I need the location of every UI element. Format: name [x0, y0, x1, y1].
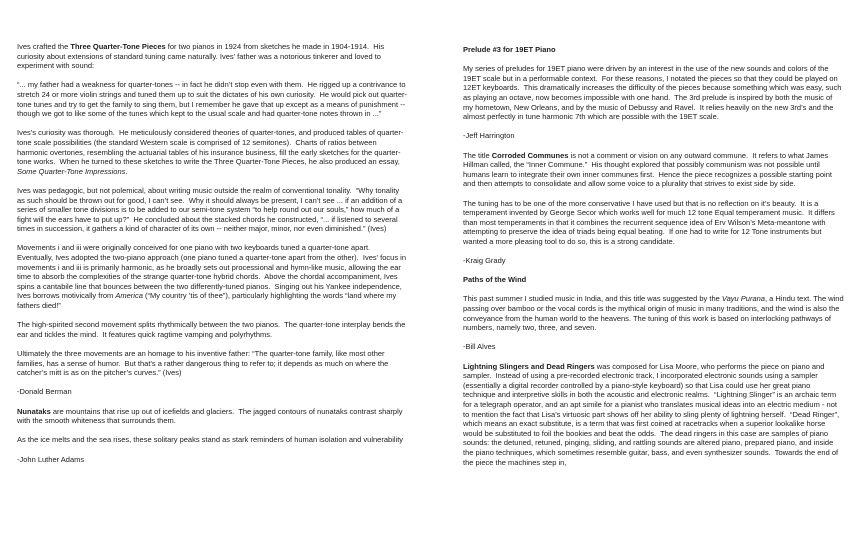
text-run: .: [125, 166, 128, 176]
left-column: [17, 42, 409, 474]
italic-run: Vayu Purana: [721, 294, 765, 304]
text-run: My series of preludes for 19ET piano were driven by an interest in the use of the new sounds and colors of the 19ET scale but in a performable context. For these reasons, I notated the pieces so that they could be played on 12ET keyboards. This dramatically increases the difficulty of the pieces because something which was easy, such as playing an octave, now becomes impossible with one hand. The 3rd prelude is inspired by both the music of my hometown, New Orleans, and by the music of Debussy and Ravel. It relies heavily on the new 3rd’s and the almost perfectly in tune harmonic 7th which are possible with the 19ET scale.: [463, 64, 844, 122]
text-run: “... my father had a weakness for quarter-tones -- in fact he didn’t stop even with them. He rigged up a contrivance to stretch 24 or more violin strings and tuned them up to suit the dictates of his own curiosity. He would pick out quarter-tone tunes and try to get the family to sing them, but I remember he gave that up except as a means of punishment -- though we got to like some of the tunes which kept to the usual scale and had quarter-tone notes thrown in ...”: [17, 80, 408, 119]
text-run: (“My country ’tis of thee”), particularly highlighting the words “land where my fathers died!”: [17, 291, 399, 311]
text-run: are mountains that rise up out of icefields and glaciers. The jagged contours of nunataks contrast sharply with the smooth whiteness that surrounds them.: [17, 406, 405, 426]
text-run: -John Luther Adams: [17, 454, 85, 464]
bold-run: Corroded Communes: [491, 150, 569, 160]
bold-run: Lightning Slingers and Dead Ringers: [463, 361, 595, 371]
author-signature: [17, 387, 409, 397]
section-heading: [463, 45, 844, 55]
text-run: The high-spirited second movement splits rhythmically between the two pianos. The quarter-tone interplay bends the ear and tickles the mind. It features quick ragtime vamping and polyrhythms.: [17, 320, 408, 339]
bold-run: Nunataks: [17, 406, 51, 416]
right-column: [463, 45, 844, 477]
paragraph: [17, 128, 409, 176]
italic-run: America: [115, 291, 143, 301]
section-heading: [463, 275, 844, 285]
paragraph: [17, 320, 409, 339]
quoted-paragraph: [17, 80, 409, 118]
text-run: This past summer I studied music in India, and this title was suggested by the: [463, 294, 722, 304]
text-run: is not a comment or vision on any outward commune. It refers to what James Hillman called, the “Inner Commune.” His thought explored that possibly communism was not possible until humans learn to integrate their own inner communes first. Hence the piece recognizes a possible starting point and then attempts to consolidate and allow some voice to a plurality that strives to exist side by side.: [463, 150, 835, 189]
text-run: Ultimately the three movements are an homage to his inventive father: “The quarter-tone family, like most other families, has a sense of humor. But that’s a rather dangerous thing to refer to; it depends as much on where the catcher’s mitt is as on the pitcher’s curves.” (Ives): [17, 349, 391, 378]
text-run: -Bill Alves: [463, 342, 496, 352]
text-run: Ives crafted the: [17, 42, 71, 51]
paragraph: [463, 294, 844, 332]
bold-run: Prelude #3 for 19ET Piano: [463, 45, 556, 54]
paragraph: [463, 64, 844, 122]
text-run: -Donald Berman: [17, 387, 72, 397]
text-run: As the ice melts and the sea rises, these solitary peaks stand as stark reminders of human isolation and vulnerability: [17, 435, 404, 445]
paragraph: [17, 42, 409, 71]
italic-run: Some Quarter-Tone Impressions: [17, 166, 126, 176]
text-run: -Jeff Harrington: [463, 131, 515, 141]
paragraph: [17, 186, 409, 234]
paragraph: [17, 349, 409, 378]
text-run: Ives’s curiosity was thorough. He meticulously considered theories of quarter-tones, and produced tables of quarter-tone scale possibilities (the standard Western scale is comprised of 12 semitones). Charts of ratios between harmonic overtones, resembling the actuarial tables of his insurance business, fill the early sketches for the quarter-tone works. When he turned to these sketches to write the Three Quarter-Tone Pieces, he also produced an essay,: [17, 128, 404, 167]
paragraph: [17, 407, 409, 426]
bold-run: Three Quarter-Tone Pieces: [70, 42, 166, 51]
paragraph: [463, 199, 844, 247]
text-run: Movements i and iii were originally conceived for one piano with two keyboards tuned a quarter-tone apart. Eventually, Ives adopted the two-piano approach (one piano tuned a quarter-tone apart from the other). Ives’ focus in movements i and iii is primarily harmonic, as he broadly sets out processional and hymn-like music, allowing the ear time to absorb the complexities of the strange quarter-tone hybrid chords. Above the chordal accompaniment, Ives spins a cantabile line that bounces between the two differently-tuned pianos. Singing out his Yankee independence, Ives borrows motivically from: [17, 243, 409, 301]
paragraph: [463, 151, 844, 189]
author-signature: [463, 256, 844, 266]
text-run: Ives was pedagogic, but not polemical, about writing music outside the realm of conventional tonality. “Why tonality as such should be thrown out for good, I can’t see. Why it should always be present, I can’t see ... if an addition of a series of smaller tone divisions is to be added to our semi-tone system “to help round out our souls,” how much of a fight will the ears have to put up?” He concluded about the stacked chords he constructed, “... if listened to several times in succession, it gathers a kind of character of its own -- neither major, minor, nor even diminished.” (Ives): [17, 185, 405, 234]
author-signature: [463, 342, 844, 352]
text-run: -Kraig Grady: [463, 256, 506, 266]
text-run: for two pianos in 1924 from sketches he made in 1904-1914. His curiosity about extensions of standard tuning came naturally. Ives’ father was a notorious tinkerer and loved to experiment with sound:: [17, 42, 387, 71]
bold-run: Paths of the Wind: [463, 275, 527, 285]
text-run: The tuning has to be one of the more conservative I have used but that is no reflection on it’s beauty. It is a temperament invented by George Secor which works well for much 12 tone Equal temperament music. It differs than most temperaments in that it combines the recurrent sequence idea of Erv Wilson’s Meta-meantone with attempting to preserve the idea of triads being equal beating. If one had to write for 12 Tone instruments but wanted a more pleasing tool to do so, this is a strong candidate.: [463, 198, 837, 246]
paragraph: [17, 243, 409, 310]
author-signature: [463, 131, 844, 141]
text-run: was composed for Lisa Moore, who performs the piece on piano and sampler. Instead of using a pre-recorded electronic track, I incorporated electronic sounds using a sampler (essentially a digital recorder controlled by a piano-style keyboard) so that Lisa could use her great piano technique and interpretive skills in both the acoustic and electronic realms. “Lightning Slinger” is an archaic term for a telegraph operator, and an apt simile for a pianist who translates musical ideas into an electric medium - not to mention the fact that Lisa’s virtuosic part shows off her ability to sling plenty of lightning herself. “Dead Ringer”, which means an exact substitute, is a term that was first coined at racetracks when a superior lookalike horse would be substituted to foil the bookies and beat the odds. The dead ringers in this case are samples of piano sounds: the detuned, retuned, pinging, sliding, and rattling sounds are altered piano, prepared piano, and inside the piano techniques, which sometimes resemble guitar, bass, and even synthesizer sounds. Towards the end of the piece the machines step in,: [463, 361, 842, 467]
paragraph: [17, 435, 409, 445]
paragraph: [463, 362, 844, 468]
text-run: , a Hindu text. The wind passing over bamboo or the vocal cords is the mythical origin of music in many traditions, and the wind is also the conveyance from the human world to the heavens. The tuning of this work is based on interlocking pathways of numbers, namely two, three, and seven.: [463, 294, 846, 333]
text-run: The title: [463, 150, 492, 160]
author-signature: [17, 455, 409, 465]
